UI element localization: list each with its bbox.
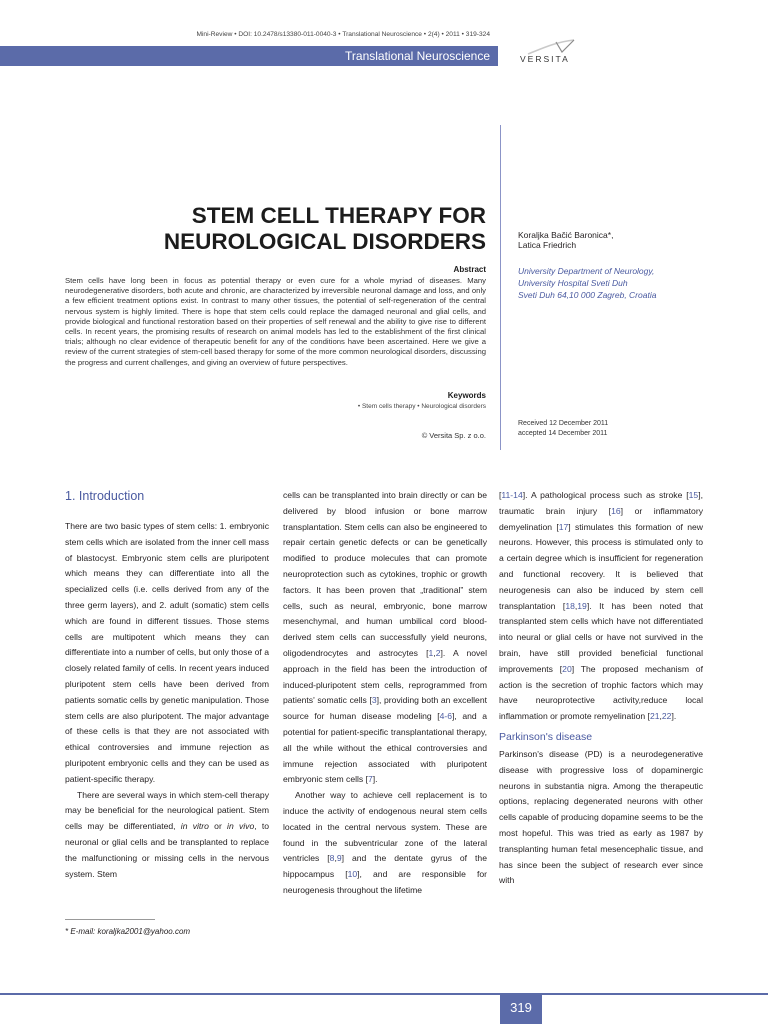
body-column-2	[283, 488, 487, 899]
body-column-1	[65, 488, 269, 882]
journal-name: Translational Neuroscience	[345, 49, 490, 63]
text-run: ], and are responsible for neurogenesis throughout the lifetime	[283, 869, 487, 895]
citation-link[interactable]: 22	[661, 711, 672, 722]
text-run: ], and a potential for patient-specific transplantational therapy, all the while without the ethical controversies and immune rejection associated with pluripotent embryonic stem cells [	[283, 711, 487, 785]
body-column-3	[499, 488, 703, 889]
footer-rule	[0, 993, 768, 995]
text-run: ], traumatic brain injury [	[499, 490, 703, 516]
section-heading-introduction: 1. Introduction	[65, 489, 145, 503]
text-run: ].	[372, 774, 378, 785]
copyright: © Versita Sp. z o.o.	[421, 431, 486, 440]
versita-logo	[518, 38, 578, 68]
text-run: cells can be transplanted into brain directly or can be delivered by blood infusion or bone marrow transplantation. Stem cells can also be engineered to repair certain genetic defects or can be genetically modified to produce molecules that can promote neuroprotection such as cytokines, trophic or growth factors. It has been proven that „traditional” stem cells, such as neural, embryonic, bone marrow mesenchymal, and human umbilical cord blood-derived stem cells can successfully yield neurons, oligodendrocytes and astrocytes [	[283, 490, 487, 658]
journal-bar	[0, 46, 498, 66]
text-run: ], providing both an excellent source for human disease modeling [	[283, 695, 487, 722]
citation-link[interactable]: 3	[371, 695, 377, 706]
paragraph	[65, 788, 269, 883]
text-run: or	[208, 821, 228, 832]
text-run: ] stimulates this formation of new neurons. However, this process is stimulated only to a certain degree which is insufficient for regeneration and functional recovery. It is believed that neurogenesis can also be induced by stem cell transplantation [	[499, 521, 703, 611]
citation-link[interactable]: 2	[435, 647, 441, 658]
page-number-box	[500, 995, 542, 1024]
header-meta: Mini-Review • DOI: 10.2478/s13380-011-0040-3 • Translational Neuroscience • 2(4) • 2011 • 319-324	[196, 31, 490, 38]
citation-link[interactable]: 10	[347, 869, 358, 880]
citation-link[interactable]: 4-6	[439, 711, 453, 722]
footnote-email: * E-mail: koraljka2001@yahoo.com	[65, 927, 191, 936]
citation-link[interactable]: 1	[428, 647, 434, 658]
paragraph: Parkinson's disease (PD) is a neurodegenerative disease with progressive loss of dopaminergic neurons in substantia nigra. Among the therapeutic options, replacing degenerated neurons with other cells capable of producing dopamine seems to be the most hopeful. This was tried as early as 1987 by transplanting human fetal mesencephalic tissue, and has since been the subject of research ever since with	[499, 748, 703, 886]
text-run: Another way to achieve cell replacement is to induce the activity of endogenous neural stem cells located in the central nervous system. These are found in the subventricular zone of the lateral ventricles [	[283, 790, 487, 864]
logo-text: VERSITA	[520, 54, 570, 64]
dates	[518, 419, 718, 439]
affil-line-2: University Hospital Sveti Duh	[518, 278, 628, 288]
footnote-rule	[65, 919, 155, 920]
received-date: Received 12 December 2011	[518, 420, 609, 427]
text-run: [	[499, 490, 502, 500]
citation-link[interactable]: 17	[558, 521, 569, 532]
text-run: , to neuronal or glial cells and be transplanted to replace the malfunctioning or missing cells in the nervous system. Stem	[65, 821, 270, 879]
affil-line-3: Sveti Duh 64,10 000 Zagreb, Croatia	[518, 290, 657, 300]
paragraph: There are two basic types of stem cells: 1. embryonic stem cells which are isolated from the inner cell mass of blastocyst. Embryonic stem cells are pluripotent which means they can differentiate into all the specialized cells (i.e. cells derived from any of the three germ layers), and 2. adult (somatic) stem cells which are found in different tissues. Those stems cells are multipotent which means they can differentiate into a number of cells, but only those of a closely related family of cells. In recent years induced pluripotent stem cells have been derived from patients somatic cells by genetic manipulation. Those stem cells are also pluripotent. The major advantage of these cells is that they are not associated with ethical controversies and immune rejection as pluripotent embryonic cells and they can be used as patient-specific therapy.	[65, 521, 269, 784]
authors	[518, 230, 748, 250]
text-run: ,	[433, 647, 436, 658]
citation-link[interactable]: 9	[336, 853, 342, 864]
text-run: ]. It has been noted that transplanted stem cells which have not differentiated into neural or glial cells or have not survived in the brain, have still provided beneficial functional improvements [	[499, 600, 703, 674]
citation-link[interactable]: 21	[649, 711, 660, 722]
citation-link[interactable]: 7	[368, 774, 373, 785]
paragraph	[499, 488, 703, 725]
keywords-label: Keywords	[447, 391, 486, 400]
citation-link[interactable]: 16	[611, 505, 621, 516]
text-run: ] The proposed mechanism of action is the secretion of trophic factors which may have neuroprotective activity,reduce local inflammation or promote remyelination [	[499, 663, 703, 722]
text-run: ]. A pathological process such as stroke [	[522, 490, 689, 500]
citation-link[interactable]: 20	[562, 663, 572, 674]
text-run: ,	[574, 600, 578, 611]
title-line-2: NEUROLOGICAL DISORDERS	[163, 229, 486, 254]
keywords-text: • Stem cells therapy • Neurological disorders	[357, 403, 486, 410]
abstract-label: Abstract	[453, 265, 486, 274]
abstract-text: Stem cells have long been in focus as potential therapy or even cure for a whole myriad of diseases. Many neurodegenerative disorders, both acute and chronic, are characterized by irreversible neuronal damage and loss, and only a few efficient treatment options exist. In contrast to many other tissues, the potential of self-regeneration of the central nervous system is highly limited. There is hope that stem cells could replace the damaged neuronal and glial cells, and provide biological and functional restoration based on their properties of self renewal and the ability to give rise to different cells. In recent years, the promising results of research on animal models has led to the establishment of the first clinical trials; although no clear evidence of therapeutic benefit for any of the conditions have been ascertained. Here we give a review of the current strategies of stem-cell based therapy for some of the more common neurological disorders, discussing the progress and current challenges, and giving an overview of future perspectives.	[65, 276, 486, 367]
author-line-2: Latica Friedrich	[518, 240, 577, 250]
citation-link[interactable]: 15	[688, 490, 699, 500]
text-run: ]. A novel approach in the field has been the introduction of induced-pluripotent stem cells, reprogrammed from patients' somatic cells [	[283, 647, 487, 706]
accepted-date: accepted 14 December 2011	[518, 430, 608, 437]
text-run: There are several ways in which stem-cell therapy may be beneficial for the neurological patient. Stem cells may be differentiated,	[65, 789, 269, 832]
citation-link[interactable]: 11-14	[501, 490, 523, 500]
text-run: ,	[659, 711, 662, 722]
paragraph	[283, 788, 487, 899]
text-run: ,	[334, 853, 337, 864]
affiliation	[518, 265, 748, 301]
page-number: 319	[510, 1000, 532, 1015]
citation-link[interactable]: 8	[329, 853, 335, 864]
article-title	[40, 203, 486, 255]
citation-link[interactable]: 18	[565, 600, 575, 611]
text-run: ].	[671, 711, 677, 722]
text-run: ] or inflammatory demyelination [	[499, 505, 703, 532]
vertical-divider	[500, 125, 501, 450]
subsection-heading-parkinsons: Parkinson's disease	[499, 730, 593, 743]
affil-line-1: University Department of Neurology,	[518, 266, 655, 276]
paragraph	[283, 488, 487, 788]
author-line-1: Koraljka Bačić Baronica*,	[518, 230, 614, 240]
italic-term: in vitro	[180, 821, 209, 832]
citation-link[interactable]: 19	[577, 600, 587, 611]
italic-term: in vivo	[227, 821, 255, 832]
title-line-1: STEM CELL THERAPY FOR	[191, 203, 486, 228]
text-run: ] and the dentate gyrus of the hippocampus [	[283, 853, 487, 880]
